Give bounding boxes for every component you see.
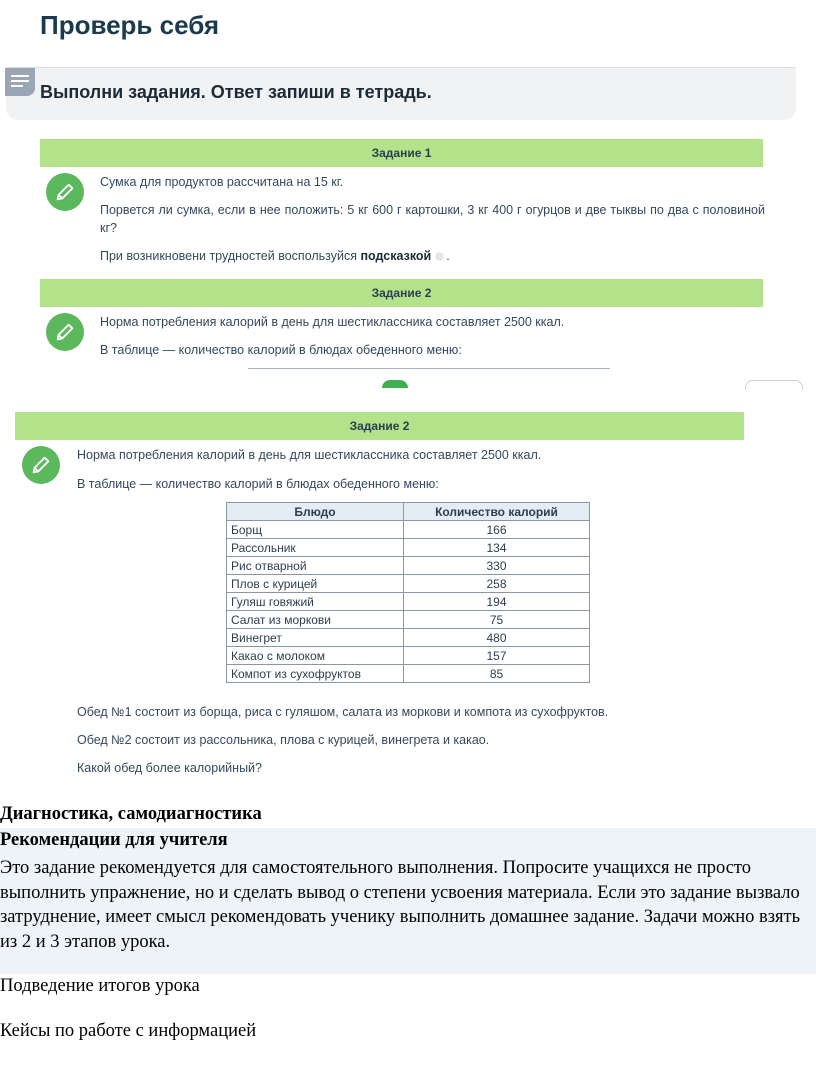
page-title: Проверь себя (40, 10, 220, 40)
pencil-icon (46, 173, 84, 211)
table-row (227, 665, 590, 683)
notes-icon (5, 68, 35, 96)
calories-cell: 480 (404, 629, 590, 647)
dish-cell: Какао с молоком (227, 647, 404, 665)
header-dish: Блюдо (227, 503, 404, 521)
table-row (227, 629, 590, 647)
diagnostics-heading: Диагностика, самодиагностика (0, 804, 262, 824)
table-row (227, 593, 590, 611)
teacher-recommendations-body: Это задание рекомендуется для самостоятельного выполнения. Попросите учащихся не просто выполнить упражнение, но и сделать вывод о степени усвоения материала. Если это задание вызвало затруднение, имеет смысл рекомендовать ученику выполнить домашнее задание. Задачи можно взять из 2 и 3 этапов урока. (0, 858, 801, 952)
table-row (227, 575, 590, 593)
calories-cell: 194 (404, 593, 590, 611)
lunch2-text: Обед №2 состоит из рассольника, плова с курицей, винегрета и какао. (77, 733, 490, 747)
calories-cell: 258 (404, 575, 590, 593)
calories-cell: 85 (404, 665, 590, 683)
task1-line1: Сумка для продуктов рассчитана на 15 кг. (100, 175, 344, 189)
dish-cell: Плов с курицей (227, 575, 404, 593)
table-row (227, 557, 590, 575)
gray-button-edge[interactable] (745, 380, 803, 389)
task2-preview-line1: Норма потребления калорий в день для шестиклассника составляет 2500 ккал. (100, 315, 565, 329)
hint-prefix: При возникновени трудностей воспользуйся (100, 249, 361, 263)
dish-cell: Рис отварной (227, 557, 404, 575)
information-cases-text: Кейсы по работе с информацией (0, 1021, 257, 1041)
task2-line2: В таблице — количество калорий в блюдах обеденного меню: (77, 477, 439, 491)
calories-cell: 330 (404, 557, 590, 575)
task2-preview-line2: В таблице — количество калорий в блюдах обеденного меню: (100, 343, 462, 357)
lesson-summary-text: Подведение итогов урока (0, 976, 200, 996)
table-row (227, 539, 590, 557)
green-tab[interactable] (382, 380, 408, 388)
task1-heading: Задание 1 (40, 139, 763, 167)
calories-cell: 157 (404, 647, 590, 665)
lunch1-text: Обед №1 состоит из борща, риса с гуляшом, салата из моркови и компота из сухофруктов. (77, 705, 609, 719)
table-edge (248, 368, 610, 372)
hint-suffix: . (446, 249, 450, 263)
hint-link[interactable]: подсказкой (360, 249, 432, 263)
table-header-row (227, 503, 590, 521)
task2-preview-heading: Задание 2 (40, 279, 763, 307)
dish-cell: Борщ (227, 521, 404, 539)
table-row (227, 611, 590, 629)
task2-line1: Норма потребления калорий в день для шестиклассника составляет 2500 ккал. (77, 448, 542, 462)
dish-cell: Компот из сухофруктов (227, 665, 404, 683)
header-calories: Количество калорий (404, 503, 590, 521)
calories-table (226, 502, 590, 683)
calories-cell: 166 (404, 521, 590, 539)
pencil-icon (22, 446, 60, 484)
teacher-recommendations-heading: Рекомендации для учителя (0, 830, 228, 850)
dish-cell: Винегрет (227, 629, 404, 647)
task1-hint-line (100, 247, 765, 265)
table-row (227, 647, 590, 665)
dish-cell: Рассольник (227, 539, 404, 557)
dish-cell: Салат из моркови (227, 611, 404, 629)
dish-cell: Гуляш говяжий (227, 593, 404, 611)
task1-line2: Порвется ли сумка, если в нее положить: 5 кг 600 г картошки, 3 кг 400 г огурцов и две тыквы по два с половиной кг? (100, 203, 765, 235)
calories-cell: 75 (404, 611, 590, 629)
hint-icon[interactable] (435, 252, 444, 261)
task2-heading: Задание 2 (15, 412, 744, 440)
instruction-text: Выполни задания. Ответ запиши в тетрадь. (40, 82, 432, 102)
table-row (227, 521, 590, 539)
question-text: Какой обед более калорийный? (77, 761, 262, 775)
pencil-icon (46, 313, 84, 351)
calories-cell: 134 (404, 539, 590, 557)
